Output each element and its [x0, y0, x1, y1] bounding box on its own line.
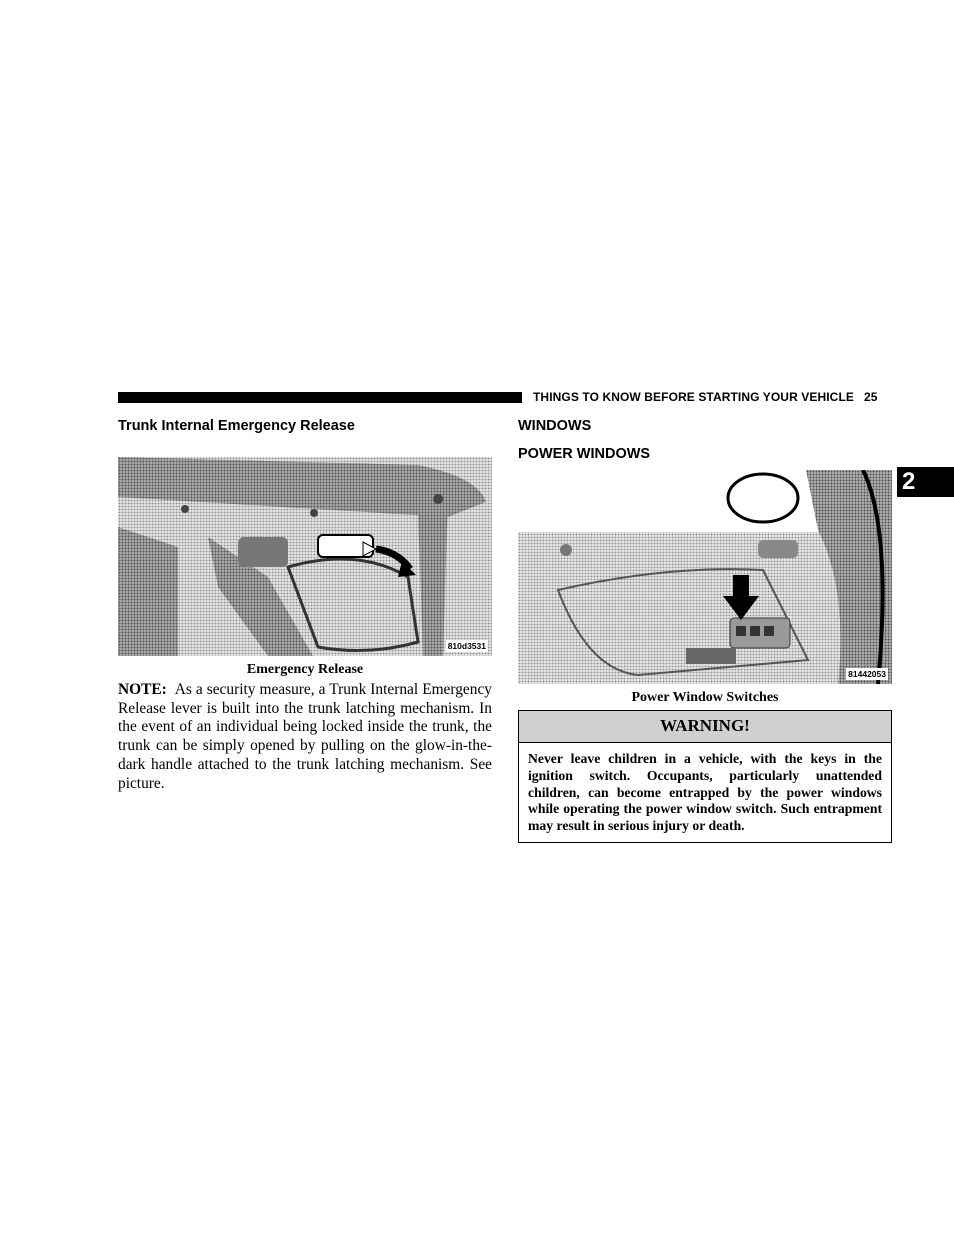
figure-caption-power-window-switches: Power Window Switches	[631, 690, 779, 705]
chapter-tab: 2	[897, 467, 954, 497]
page-number: 25	[863, 390, 878, 404]
figure-caption-emergency-release: Emergency Release	[246, 662, 364, 677]
running-header	[533, 390, 893, 406]
warning-title: WARNING!	[519, 711, 891, 743]
section-title-windows: WINDOWS	[518, 418, 592, 434]
note-label: NOTE:	[118, 681, 167, 698]
warning-box	[518, 710, 892, 843]
section-title-trunk-release: Trunk Internal Emergency Release	[118, 418, 355, 434]
header-rule	[118, 392, 522, 403]
door-panel-illustration	[518, 470, 892, 684]
figure-code: 810d3531	[447, 641, 486, 651]
running-title: THINGS TO KNOW BEFORE STARTING YOUR VEHICLE	[533, 390, 854, 404]
figure-code: 81442053	[848, 669, 886, 679]
power-window-figure	[518, 470, 892, 684]
note-text: As a security measure, a Trunk Internal Emergency Release lever is built into the trunk latching mechanism. In the event of an individual being locked inside the trunk, the trunk can be simply opened by pulling on the glow-in-the-dark handle attached to the trunk latching mechanism. See picture.	[118, 681, 492, 792]
note-paragraph	[118, 681, 492, 793]
subsection-title-power-windows: POWER WINDOWS	[518, 446, 651, 462]
emergency-release-figure	[118, 457, 492, 656]
trunk-lid-illustration	[118, 457, 492, 656]
warning-text: Never leave children in a vehicle, with the keys in the ignition switch. Occupants, particularly unattended children, can become entrapped by the power windows while operating the power window switch. Such entrapment may result in serious injury or death.	[528, 751, 882, 834]
